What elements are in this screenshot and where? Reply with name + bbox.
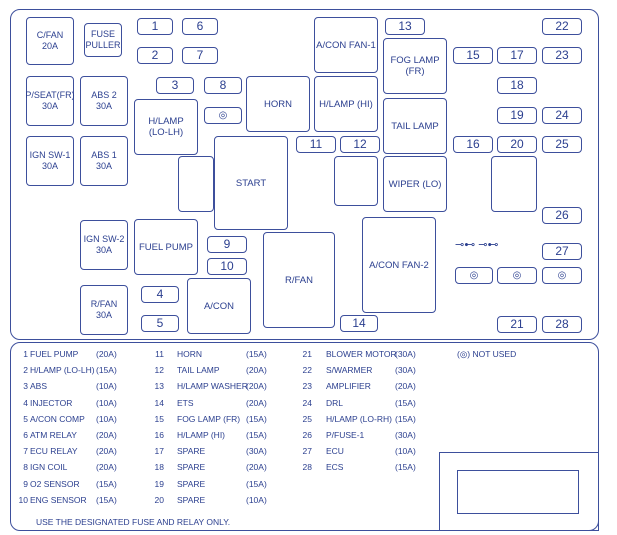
relay-blank-3	[491, 156, 537, 212]
relay-acon-fan2: A/CON FAN-2	[362, 217, 436, 313]
legend-number: 16	[154, 430, 164, 440]
legend-name: AMPLIFIER	[326, 381, 371, 392]
legend-number: 8	[23, 462, 28, 473]
legend-number: 20	[154, 494, 164, 505]
label-area-inner	[457, 470, 579, 514]
fuse-22: 22	[542, 18, 582, 35]
fuse-6: 6	[182, 18, 218, 35]
legend-name: H/LAMP (LO-RH)	[326, 413, 392, 424]
legend-name: SPARE	[177, 462, 206, 473]
fuse-27: 27	[542, 243, 582, 260]
legend-amperage: (15A)	[246, 413, 267, 424]
legend-name: FUEL PUMP	[30, 349, 79, 359]
fuse-20: 20	[497, 136, 537, 153]
legend-amperage: (10A)	[246, 494, 267, 505]
legend-number: 12	[154, 365, 164, 376]
legend-name: HORN	[177, 349, 203, 359]
legend-amperage: (10A)	[96, 413, 117, 424]
legend-amperage: (20A)	[395, 381, 416, 392]
legend-amperage: (15A)	[246, 349, 267, 359]
legend-amperage: (20A)	[246, 381, 267, 392]
legend-number: 27	[302, 446, 312, 457]
fuse-fuse-puller: FUSE PULLER	[84, 23, 122, 57]
legend-number: 15	[154, 413, 164, 424]
fuse-8: 8	[204, 77, 242, 94]
relay-wiper-lo: WIPER (LO)	[383, 156, 447, 212]
fuse-15: 15	[453, 47, 493, 64]
legend-number: 21	[302, 349, 312, 359]
legend-number: 3	[23, 381, 28, 392]
fuse-4: 4	[141, 286, 179, 303]
legend-number: 4	[23, 397, 28, 408]
relay-acon-fan1: A/CON FAN-1	[314, 17, 378, 73]
legend-amperage: (20A)	[246, 397, 267, 408]
fuse-1: 1	[137, 18, 173, 35]
legend-amperage: (20A)	[96, 430, 117, 440]
legend-name: ETS	[177, 397, 194, 408]
legend-name: FOG LAMP (FR)	[177, 413, 241, 424]
relay-hlamp-hi: H/LAMP (HI)	[314, 76, 378, 132]
fuse-pseat: P/SEAT(FR) 30A	[26, 76, 74, 126]
legend-name: P/FUSE-1	[326, 430, 365, 440]
legend-number: 2	[23, 365, 28, 376]
legend-number: 25	[302, 413, 312, 424]
legend-number: 24	[302, 397, 312, 408]
legend-amperage: (15A)	[96, 494, 117, 505]
relay-blank-1	[178, 156, 214, 212]
fuse-23: 23	[542, 47, 582, 64]
relay-blank-2	[334, 156, 378, 206]
fuse-18: 18	[497, 77, 537, 94]
legend-name: BLOWER MOTOR	[326, 349, 397, 359]
spare-fuse-symbols: ⊸⊷ ⊸⊷	[455, 239, 499, 251]
legend-name: SPARE	[177, 494, 206, 505]
fuse-24: 24	[542, 107, 582, 124]
legend-amperage: (15A)	[96, 478, 117, 489]
fuse-19: 19	[497, 107, 537, 124]
relay-start: START	[214, 136, 288, 230]
legend-number: 18	[154, 462, 164, 473]
fuse-16: 16	[453, 136, 493, 153]
legend-number: 9	[23, 478, 28, 489]
legend-name: SPARE	[177, 478, 206, 489]
legend-name: S/WARMER	[326, 365, 373, 376]
legend-number: 13	[154, 381, 164, 392]
fuse-12: 12	[340, 136, 380, 153]
fuse-abs1: ABS 1 30A	[80, 136, 128, 186]
fuse-ignsw2: IGN SW-2 30A	[80, 220, 128, 270]
legend-number: 11	[155, 349, 164, 359]
legend-number: 6	[23, 430, 28, 440]
fuse-3: 3	[156, 77, 194, 94]
legend-amperage: (20A)	[246, 365, 267, 376]
legend-number: 19	[154, 478, 164, 489]
relay-fog-lamp: FOG LAMP (FR)	[383, 38, 447, 94]
fuse-11: 11	[296, 136, 336, 153]
relay-fuel-pump: FUEL PUMP	[134, 219, 198, 275]
fuse-c-fan: C/FAN 20A	[26, 17, 74, 65]
fuse-9: 9	[207, 236, 247, 253]
fuse-rfan: R/FAN 30A	[80, 285, 128, 335]
legend-name: ABS	[30, 381, 48, 392]
legend-amperage: (30A)	[395, 349, 416, 359]
legend-name: H/LAMP (LO-LH)	[30, 365, 95, 376]
fuse-28: 28	[542, 316, 582, 333]
legend-amperage: (15A)	[395, 462, 416, 473]
legend-name: H/LAMP WASHER	[177, 381, 248, 392]
fuse-14: 14	[340, 315, 378, 332]
legend-amperage: (15A)	[246, 478, 267, 489]
legend-name: H/LAMP (HI)	[177, 430, 226, 440]
legend-amperage: (20A)	[246, 462, 267, 473]
legend-amperage: (30A)	[395, 430, 416, 440]
legend-amperage: (10A)	[96, 381, 117, 392]
legend-name: ECU	[326, 446, 344, 457]
relay-acon: A/CON	[187, 278, 251, 334]
legend-name: IGN COIL	[30, 462, 68, 473]
legend-number: 10	[18, 494, 28, 505]
not-used-slot: ◎	[497, 267, 537, 284]
relay-tail-lamp: TAIL LAMP	[383, 98, 447, 154]
relay-hlamp-lo: H/LAMP (LO-LH)	[134, 99, 198, 155]
legend-name: ENG SENSOR	[30, 494, 87, 505]
legend-number: 1	[23, 349, 28, 359]
legend-name: TAIL LAMP	[177, 365, 220, 376]
fuse-5: 5	[141, 315, 179, 332]
legend-amperage: (15A)	[246, 430, 267, 440]
fuse-26: 26	[542, 207, 582, 224]
legend-amperage: (15A)	[96, 365, 117, 376]
fuse-25: 25	[542, 136, 582, 153]
usage-note: USE THE DESIGNATED FUSE AND RELAY ONLY.	[36, 517, 231, 527]
fuse-7: 7	[182, 47, 218, 64]
not-used-note: (◎) NOT USED	[457, 349, 517, 359]
legend-amperage: (10A)	[96, 397, 117, 408]
legend-amperage: (10A)	[395, 446, 416, 457]
legend-number: 14	[154, 397, 164, 408]
legend-name: O2 SENSOR	[30, 478, 80, 489]
fuse-17: 17	[497, 47, 537, 64]
legend-name: A/CON COMP	[30, 413, 85, 424]
fuse-13: 13	[385, 18, 425, 35]
legend-name: SPARE	[177, 446, 206, 457]
relay-horn: HORN	[246, 76, 310, 132]
legend-name: ECS	[326, 462, 344, 473]
fuse-10: 10	[207, 258, 247, 275]
legend-amperage: (20A)	[96, 446, 117, 457]
not-used-slot: ◎	[542, 267, 582, 284]
fuse-2: 2	[137, 47, 173, 64]
not-used-slot: ◎	[455, 267, 493, 284]
fuse-21: 21	[497, 316, 537, 333]
legend-number: 26	[302, 430, 312, 440]
legend-amperage: (15A)	[395, 397, 416, 408]
legend-name: INJECTOR	[30, 397, 73, 408]
legend-amperage: (20A)	[96, 349, 117, 359]
legend-name: ATM RELAY	[30, 430, 77, 440]
legend-number: 28	[302, 462, 312, 473]
legend-number: 5	[23, 413, 28, 424]
legend-name: DRL	[326, 397, 344, 408]
legend-amperage: (20A)	[96, 462, 117, 473]
legend-amperage: (30A)	[395, 365, 416, 376]
relay-rfan: R/FAN	[263, 232, 335, 328]
fuse-abs2: ABS 2 30A	[80, 76, 128, 126]
fuse-ignsw1: IGN SW-1 30A	[26, 136, 74, 186]
not-used-slot: ◎	[204, 107, 242, 124]
legend-number: 7	[23, 446, 28, 457]
legend-number: 17	[154, 446, 164, 457]
legend-name: ECU RELAY	[30, 446, 78, 457]
legend-amperage: (30A)	[246, 446, 267, 457]
legend-number: 23	[302, 381, 312, 392]
legend-number: 22	[302, 365, 312, 376]
legend-amperage: (15A)	[395, 413, 416, 424]
